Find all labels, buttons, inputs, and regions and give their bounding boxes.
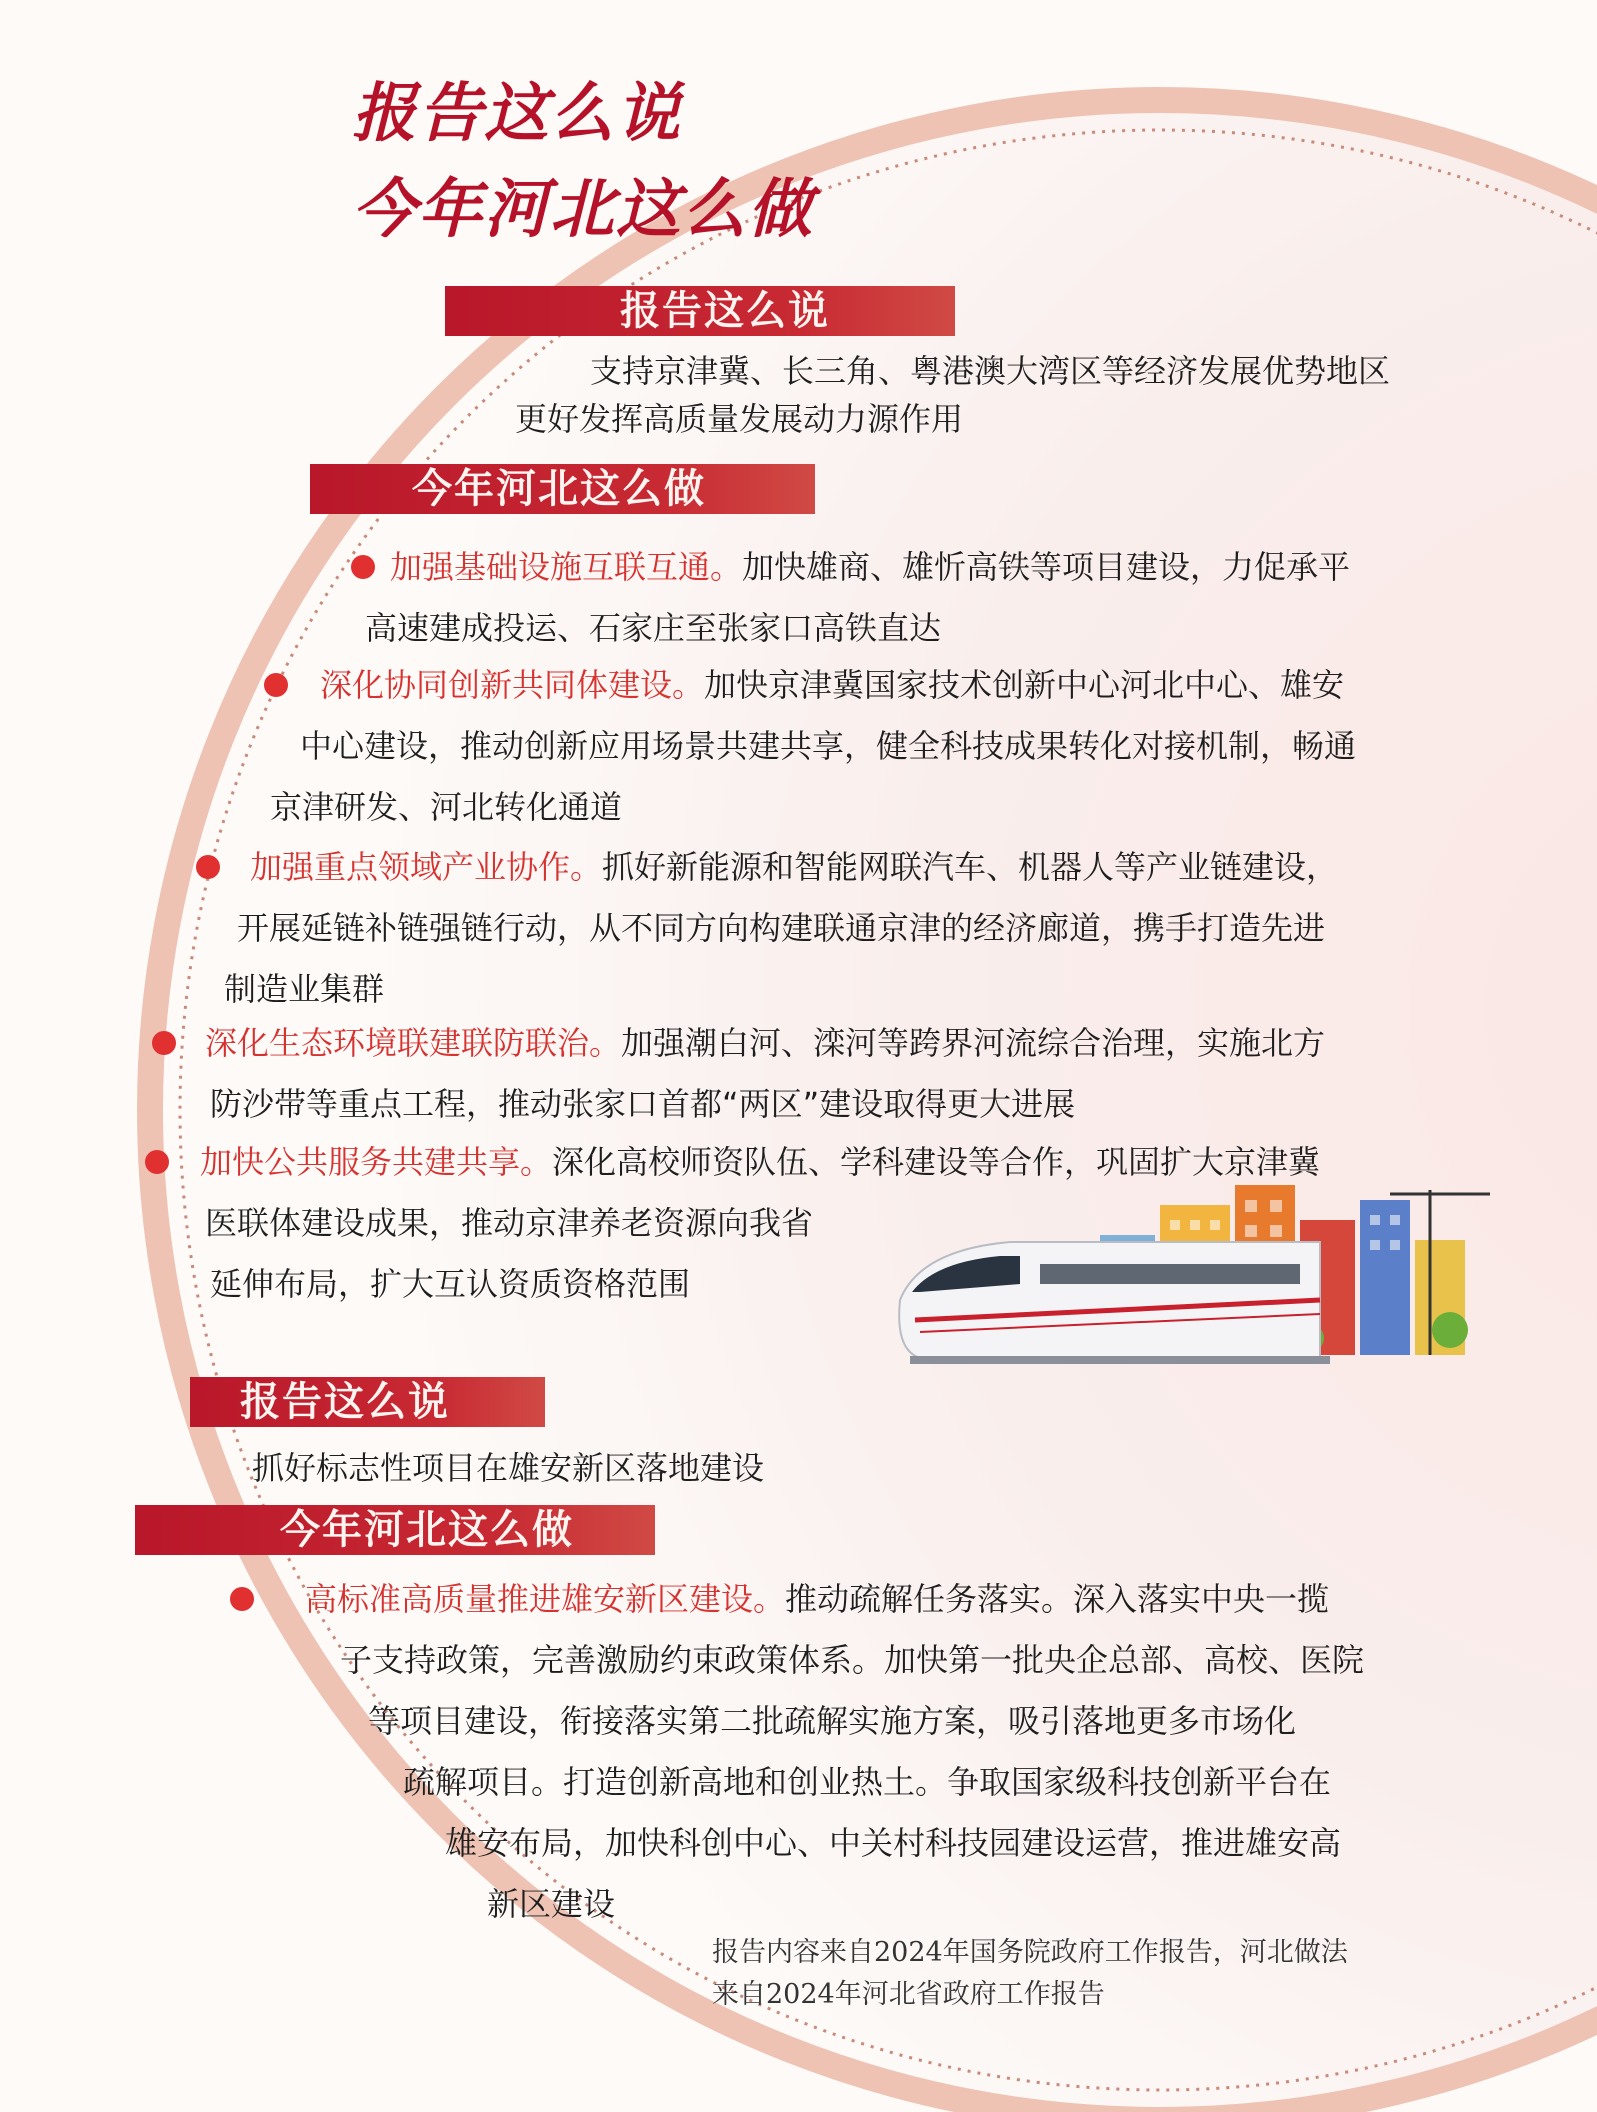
- item-lead: 加快公共服务共建共享。: [200, 1143, 553, 1181]
- list-item: [305, 1569, 1329, 1630]
- item-text: 深化高校师资队伍、学科建设等合作，巩固扩大京津冀: [552, 1143, 1321, 1181]
- item-line: 延伸布局，扩大互认资质资格范围: [210, 1265, 691, 1303]
- bullet-icon: [264, 673, 288, 697]
- report-banner-1: 报告这么说: [445, 286, 955, 336]
- bullet-icon: [351, 555, 375, 579]
- report-banner-2: 报告这么说: [190, 1377, 545, 1427]
- item-line: 开展延链补链强链行动，从不同方向构建联通京津的经济廊道，携手打造先进: [237, 909, 1326, 947]
- item-lead: 加强基础设施互联互通。: [390, 548, 743, 586]
- item-lead: 加强重点领域产业协作。: [250, 848, 603, 886]
- report-line: 更好发挥高质量发展动力源作用: [515, 400, 964, 438]
- item-text: 推动疏解任务落实。深入落实中央一揽: [785, 1580, 1330, 1618]
- hebei-banner-2: 今年河北这么做: [135, 1505, 655, 1555]
- page-title-line1: 报告这么说: [352, 77, 682, 151]
- item-text: 加快雄商、雄忻高铁等项目建设，力促承平: [742, 548, 1351, 586]
- item-line: 制造业集群: [224, 970, 385, 1008]
- item-line: 雄安布局，加快科创中心、中关村科技园建设运营，推进雄安高: [445, 1824, 1342, 1862]
- list-item: [250, 837, 1338, 898]
- item-line: 子支持政策，完善激励约束政策体系。加快第一批央企总部、高校、医院: [340, 1641, 1365, 1679]
- item-text: 抓好新能源和智能网联汽车、机器人等产业链建设，: [602, 848, 1339, 886]
- report-line: 支持京津冀、长三角、粤港澳大湾区等经济发展优势地区: [590, 352, 1391, 390]
- list-item: [205, 1013, 1325, 1074]
- bullet-icon: [145, 1150, 169, 1174]
- item-lead: 深化生态环境联建联防联治。: [205, 1024, 622, 1062]
- item-line: 京津研发、河北转化通道: [270, 788, 623, 826]
- footnote: 报告内容来自2024年国务院政府工作报告，河北做法: [712, 1937, 1348, 1968]
- item-line: 疏解项目。打造创新高地和创业热土。争取国家级科技创新平台在: [403, 1763, 1332, 1801]
- item-line: 高速建成投运、石家庄至张家口高铁直达: [365, 609, 942, 647]
- item-line: 医联体建设成果，推动京津养老资源向我省: [205, 1204, 814, 1242]
- hebei-banner-1: 今年河北这么做: [310, 464, 815, 514]
- item-lead: 高标准高质量推进雄安新区建设。: [305, 1580, 786, 1618]
- item-line: 防沙带等重点工程，推动张家口首都“两区”建设取得更大进展: [210, 1085, 1076, 1123]
- item-text: 加快京津冀国家技术创新中心河北中心、雄安: [704, 666, 1345, 704]
- report-line: 抓好标志性项目在雄安新区落地建设: [252, 1449, 765, 1487]
- item-lead: 深化协同创新共同体建设。: [320, 666, 705, 704]
- footnote: 来自2024年河北省政府工作报告: [712, 1979, 1105, 2010]
- list-item: [390, 537, 1350, 598]
- item-line: 中心建设，推动创新应用场景共建共享，健全科技成果转化对接机制，畅通: [300, 727, 1357, 765]
- high-speed-train-city-icon: [890, 1180, 1520, 1380]
- item-text: 加强潮白河、滦河等跨界河流综合治理，实施北方: [621, 1024, 1326, 1062]
- bullet-icon: [152, 1031, 176, 1055]
- page-title-line2: 今年河北这么做: [352, 173, 814, 247]
- bullet-icon: [196, 855, 220, 879]
- item-line: 等项目建设，衔接落实第二批疏解实施方案，吸引落地更多市场化: [368, 1702, 1297, 1740]
- bullet-icon: [230, 1587, 254, 1611]
- list-item: [320, 655, 1344, 716]
- item-line: 新区建设: [487, 1885, 616, 1923]
